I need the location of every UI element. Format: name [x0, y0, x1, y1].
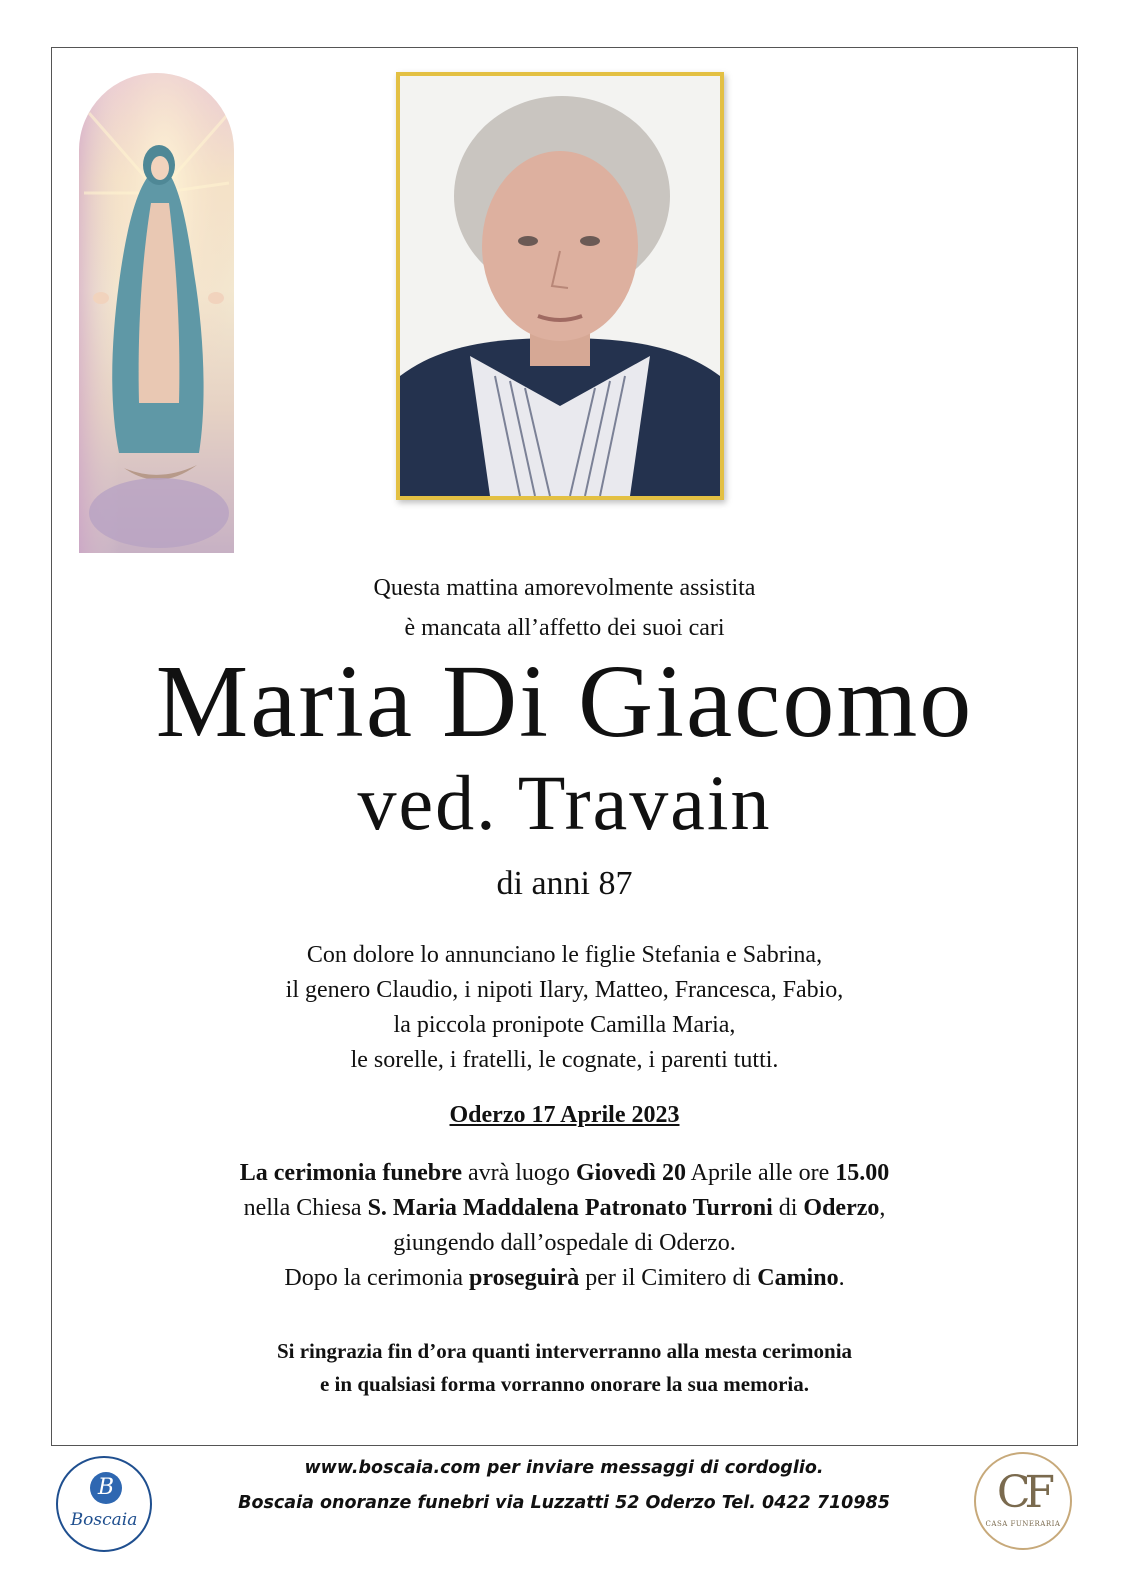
- church-name: S. Maria Maddalena Patronato Turroni: [367, 1195, 773, 1221]
- ceremony-day: Giovedì 20: [575, 1160, 686, 1186]
- ceremony-text: di: [772, 1195, 804, 1221]
- footer-address: Boscaia onoranze funebri via Luzzatti 52 Oderzo Tel. 0422 710985: [238, 1493, 890, 1513]
- family-announcement: [51, 938, 1078, 1078]
- intro-line-2: è mancata all’affetto dei suoi cari: [404, 615, 725, 641]
- cf-logo-mark: CF: [996, 1467, 1050, 1518]
- intro-text: [51, 568, 1078, 648]
- footer-website-link[interactable]: www.boscaia.com per inviare messaggi di cordoglio.: [304, 1458, 824, 1478]
- ceremony-line-1: [51, 1156, 1078, 1191]
- boscaia-logo-word: Boscaia: [70, 1510, 138, 1530]
- ceremony-text: Aprile alle ore: [685, 1160, 836, 1186]
- ceremony-time: 15.00: [835, 1160, 890, 1186]
- boscaia-logo-letter: B: [90, 1472, 122, 1504]
- cemetery-town: Camino: [757, 1265, 839, 1291]
- church-town: Oderzo: [803, 1195, 880, 1221]
- thanks-text: [51, 1335, 1078, 1401]
- boscaia-logo: [56, 1456, 152, 1552]
- deceased-portrait-photo: [396, 72, 724, 500]
- ceremony-continue: proseguirà: [469, 1265, 580, 1291]
- ceremony-text: avrà luogo: [461, 1160, 576, 1186]
- announcement-line: le sorelle, i fratelli, le cognate, i parenti tutti.: [350, 1047, 779, 1073]
- announcement-line: Con dolore lo annunciano le figlie Stefania e Sabrina,: [306, 942, 823, 968]
- ceremony-text: ,: [879, 1195, 886, 1221]
- ceremony-title: La cerimonia funebre: [239, 1160, 462, 1186]
- ceremony-line-2: [51, 1191, 1078, 1226]
- madonna-holy-card-image: [79, 73, 234, 553]
- cf-logo-word: CASA FUNERARIA: [985, 1520, 1061, 1528]
- ceremony-text: Dopo la cerimonia: [284, 1265, 470, 1291]
- ceremony-details: [51, 1156, 1078, 1296]
- announcement-line: la piccola pronipote Camilla Maria,: [393, 1012, 736, 1038]
- thanks-line-2: e in qualsiasi forma vorranno onorare la sua memoria.: [319, 1372, 809, 1396]
- ceremony-line-4: [51, 1261, 1078, 1296]
- ceremony-text: nella Chiesa: [243, 1195, 368, 1221]
- ceremony-line-3: giungendo dall’ospedale di Oderzo.: [393, 1230, 736, 1256]
- ceremony-text: per il Cimitero di: [579, 1265, 758, 1291]
- announcement-line: il genero Claudio, i nipoti Ilary, Matteo, Francesca, Fabio,: [285, 977, 844, 1003]
- casa-funeraria-logo: [974, 1452, 1072, 1550]
- widow-of: ved. Travain: [357, 759, 772, 846]
- place-and-date: Oderzo 17 Aprile 2023: [449, 1102, 680, 1128]
- thanks-line-1: Si ringrazia fin d’ora quanti interverranno alla mesta cerimonia: [276, 1339, 853, 1363]
- ceremony-text: .: [838, 1265, 845, 1291]
- deceased-age: di anni 87: [496, 865, 633, 902]
- intro-line-1: Questa mattina amorevolmente assistita: [373, 575, 756, 601]
- deceased-name: Maria Di Giacomo: [155, 644, 974, 759]
